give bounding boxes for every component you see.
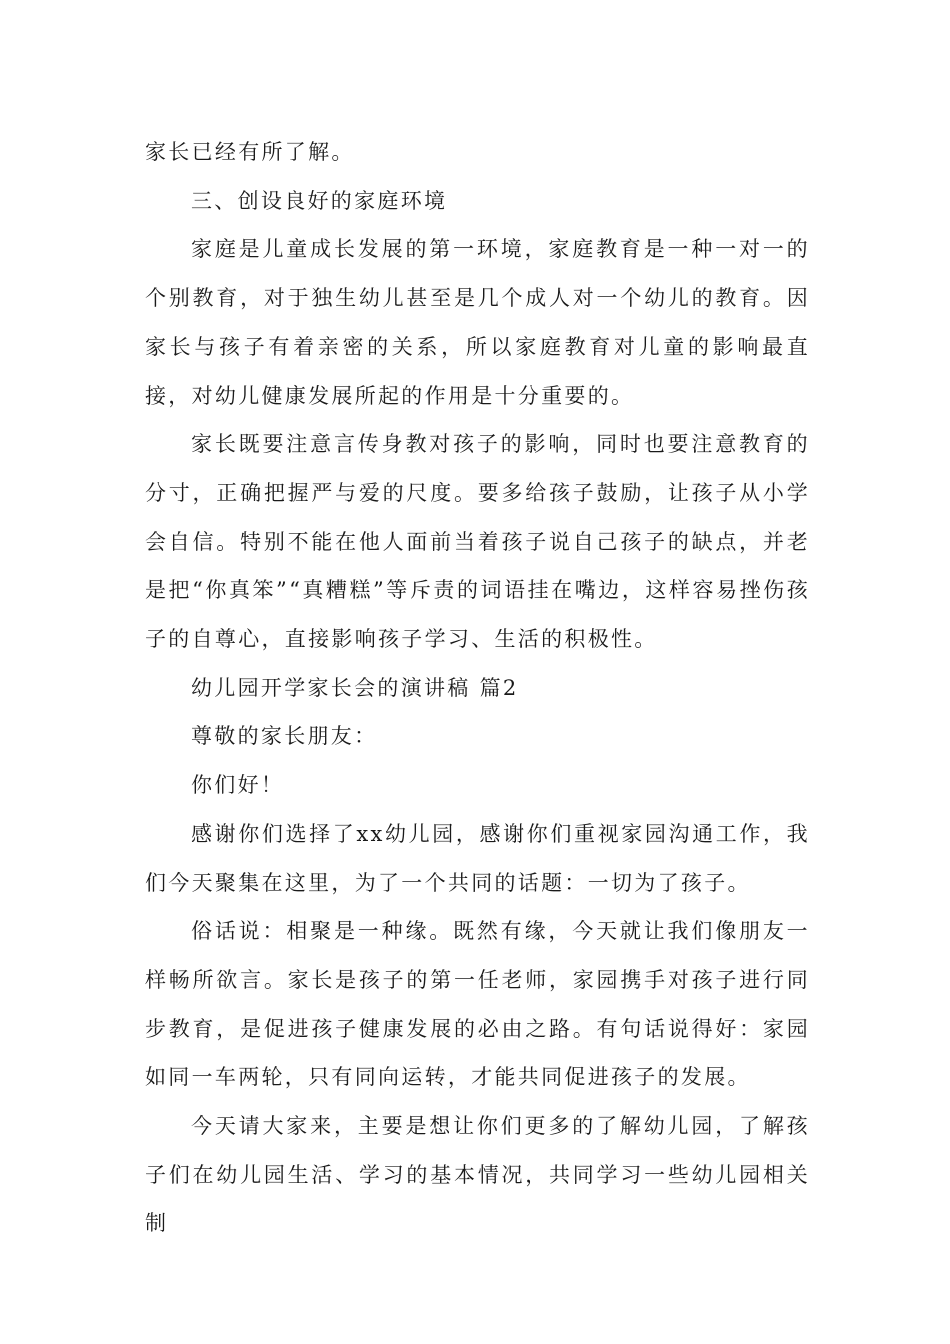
salutation: 尊敬的家长朋友： — [191, 724, 378, 749]
paragraph: 俗话说：相聚是一种缘。既然有缘，今天就让我们像朋友一样畅所欲言。家长是孩子的第一任老师，家园携手对孩子进行同步教育，是促进孩子健康发展的必由之路。有句话说得好：家园如同一车两轮，只有同向运转，才能共同促进孩子的发展。 — [145, 919, 810, 1090]
section-heading: 三、创设良好的家庭环境 — [191, 188, 448, 213]
paragraph: 今天请大家来，主要是想让你们更多的了解幼儿园，了解孩子们在幼儿园生活、学习的基本情况，共同学习一些幼儿园相关制 — [145, 1114, 810, 1236]
paragraph: 家庭是儿童成长发展的第一环境，家庭教育是一种一对一的个别教育，对于独生幼儿甚至是几个成人对一个幼儿的教育。因家长与孩子有着亲密的关系，所以家庭教育对儿童的影响最直接，对幼儿健康发展所起的作用是十分重要的。 — [145, 237, 810, 408]
paragraph-continuation: 家长已经有所了解。 — [145, 140, 355, 164]
greeting: 你们好！ — [191, 773, 285, 798]
paragraph: 感谢你们选择了xx幼儿园，感谢你们重视家园沟通工作，我们今天聚集在这里，为了一个共同的话题：一切为了孩子。 — [145, 821, 810, 895]
document-body — [145, 128, 810, 1248]
speech-title: 幼儿园开学家长会的演讲稿 篇2 — [191, 675, 519, 700]
paragraph: 家长既要注意言传身教对孩子的影响，同时也要注意教育的分寸，正确把握严与爱的尺度。要多给孩子鼓励，让孩子从小学会自信。特别不能在他人面前当着孩子说自己孩子的缺点，并老是把“你真笨”“真糟糕”等斥责的词语挂在嘴边，这样容易挫伤孩子的自尊心，直接影响孩子学习、生活的积极性。 — [145, 432, 810, 652]
